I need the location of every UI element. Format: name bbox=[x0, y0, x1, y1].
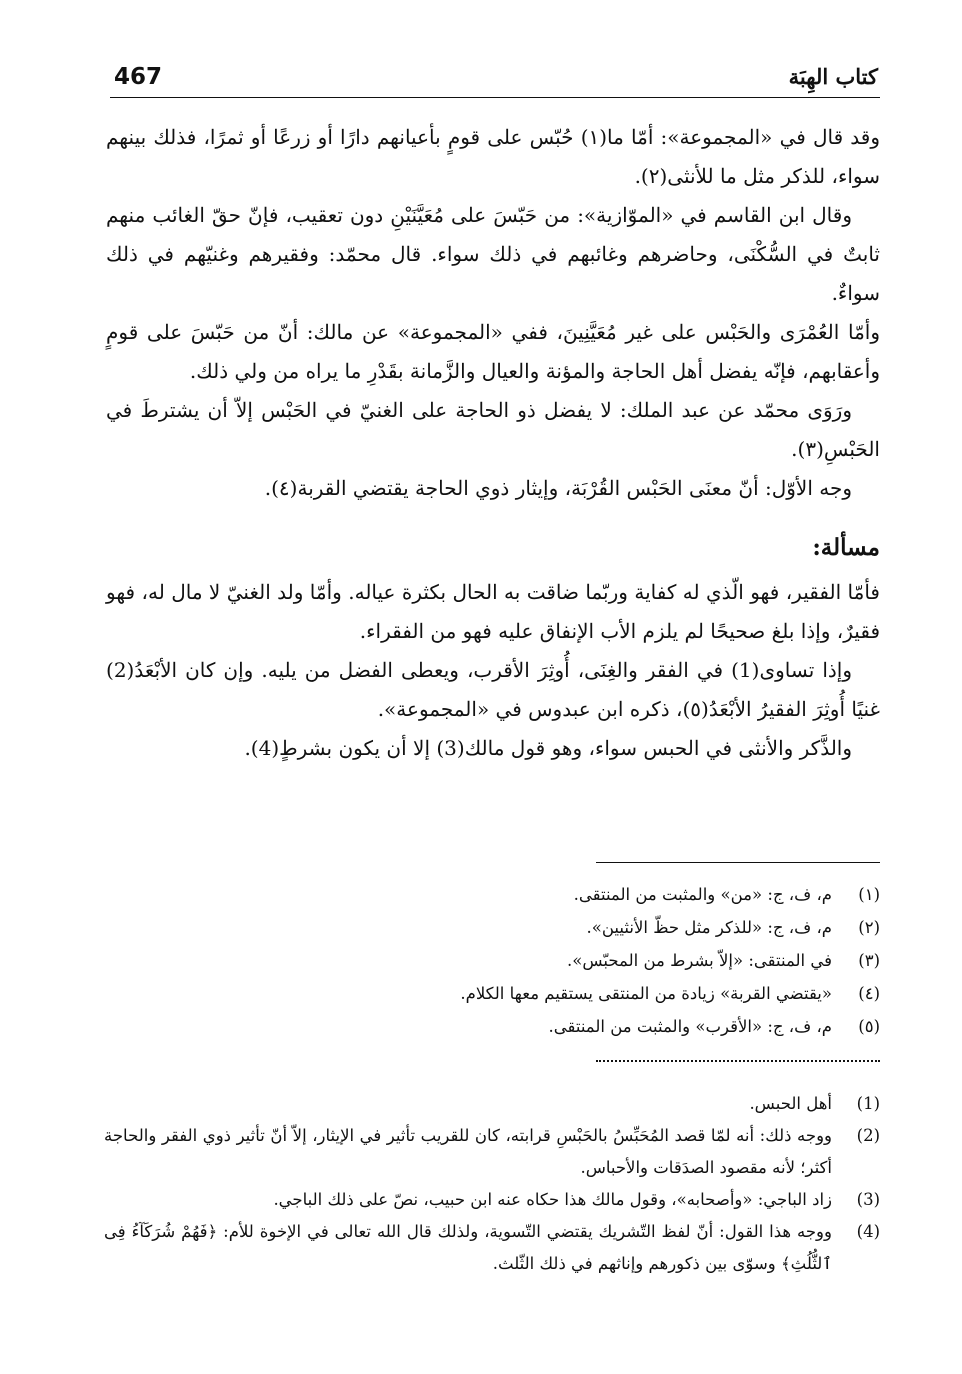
footnote-number: (3) bbox=[856, 1190, 880, 1209]
footnote-item bbox=[130, 977, 880, 1010]
footnote-number: (٢) bbox=[858, 918, 880, 937]
footnote-item bbox=[104, 1216, 880, 1280]
commentary-footnotes bbox=[104, 1088, 880, 1280]
footnote-item bbox=[130, 878, 880, 911]
footnote-text: أهل الحبس. bbox=[749, 1094, 832, 1113]
footnote-text: م، ف، ج: «من» والمثبت من المنتقى. bbox=[573, 885, 832, 904]
footnote-text: زاد الباجي: «وأصحابه»، وقول مالك هذا حكاه عنه ابن حبيب، نصّ على ذلك الباجي. bbox=[273, 1190, 832, 1209]
footnote-text: في المنتقى: «إلاّ بشرط من المحبّس». bbox=[567, 951, 832, 970]
footnote-item bbox=[104, 1088, 880, 1120]
dotted-separator bbox=[596, 1060, 880, 1062]
footnote-number: (2) bbox=[856, 1126, 880, 1145]
footnote-item bbox=[104, 1184, 880, 1216]
footnote-text: م، ف، ج: «للذكر مثل حظّ الأنثيين». bbox=[586, 918, 832, 937]
paragraph-3: وأمّا العُمْرَى والحَبْس على غير مُعَيَّنِينَ، ففي «المجموعة» عن مالك: أنّ من حَبّسَ على قومٍ وأعقابهم، فإنّه يفضل أهل الحاجة والمؤنة والعيال والزَّمانة بقَدْرِ ما يراه من ولي ذلك. bbox=[106, 320, 880, 383]
paragraph-4: ورَوَى محمّد عن عبد الملك: لا يفضل ذو الحاجة على الغنيّ في الحَبْس إلاّ أن يشترطَ في الحَبْسِ(٣). bbox=[106, 398, 880, 461]
paragraph-6: فأمّا الفقير، فهو الّذي له كفاية وربّما ضاقت به الحال بكثرة عياله. وأمّا ولد الغنيّ لا مال له، فهو فقيرٌ، وإذا بلغ صحيحًا لم يلزم الأب الإنفاق عليه فهو من الفقراء. bbox=[106, 580, 880, 643]
paragraph-8: والذَّكر والأنثى في الحبس سواء، وهو قول مالك(3) إلا أن يكون بشرطٍ(4). bbox=[244, 736, 852, 760]
header-rule bbox=[110, 97, 880, 98]
footnote-number: (1) bbox=[856, 1094, 880, 1113]
footnote-text: «يقتضي القربة» زيادة من المنتقى يستقيم معها الكلام. bbox=[460, 984, 832, 1003]
paragraph-1: وقد قال في «المجموعة»: أمّا ما(١) حُبّس على قومٍ بأعيانهم دارًا أو زرعًا أو ثمرًا، فذلك بينهم سواء، للذكر مثل ما للأنثى(٢). bbox=[106, 125, 881, 188]
paragraph-5: وجه الأوّل: أنّ معنَى الحَبْس القُرْبَة، وإيثار ذوي الحاجة يقتضي القربة(٤). bbox=[264, 476, 852, 500]
paragraph-2: وقال ابن القاسم في «الموّازية»: من حَبّسَ على مُعَيَّنَيْنِ دون تعقيب، فإنّ حقّ الغائب منهم ثابتٌ في السُّكْنَى، وحاضرهم وغائبهم في ذلك سواء. قال محمّد: وفقيرهم وغنيّهم في ذلك سواءٌ. bbox=[106, 203, 880, 305]
footnote-text: ووجه ذلك: أنه لمّا قصد المُحَبِّسُ بالحَبْسِ قرابته، كان للقريب تأثير في الإيثار، إلاّ أنّ تأثير ذوي الفقر والحاجة أكثر؛ لأنه مقصود الصدَقات والأحباس. bbox=[104, 1126, 832, 1177]
footnote-item bbox=[104, 1120, 880, 1184]
footnote-separator bbox=[596, 862, 880, 863]
footnote-text: ووجه هذا القول: أنّ لفظ التّشريك يقتضي التّسوية، ولذلك قال الله تعالى في الإخوة للأم: ﴿فَهُمْ شُرَكَآءُ فِى ٱلثُّلُثِ﴾ وسوّى بين ذكورهم وإناثهم في ذلك الثّلث. bbox=[104, 1222, 832, 1273]
footnote-item bbox=[130, 1010, 880, 1043]
page-header bbox=[110, 62, 880, 98]
footnote-item bbox=[130, 944, 880, 977]
footnote-number: (4) bbox=[856, 1222, 880, 1241]
footnote-number: (٥) bbox=[858, 1017, 880, 1036]
page-number: 467 bbox=[114, 64, 163, 90]
footnote-text: م، ف، ج: «الأقرب» والمثبت من المنتقى. bbox=[548, 1017, 832, 1036]
footnote-number: (١) bbox=[858, 885, 880, 904]
section-heading: مسألة: bbox=[812, 534, 880, 561]
paragraph-7: وإذا تساوى(1) في الفقر والغِنَى، أُوثِرَ الأقرب، ويعطى الفضل من يليه. وإن كان الأبْعَدُ(2) غنيًا أُوثِرَ الفقيرُ الأبْعَدُ(٥)، ذكره ابن عبدوس في «المجموعة». bbox=[106, 658, 880, 721]
variant-footnotes bbox=[130, 878, 880, 1043]
running-title: كتاب الهِبَة bbox=[788, 64, 878, 89]
footnote-number: (٣) bbox=[858, 951, 880, 970]
footnote-item bbox=[130, 911, 880, 944]
main-text bbox=[106, 118, 880, 768]
footnote-number: (٤) bbox=[858, 984, 880, 1003]
